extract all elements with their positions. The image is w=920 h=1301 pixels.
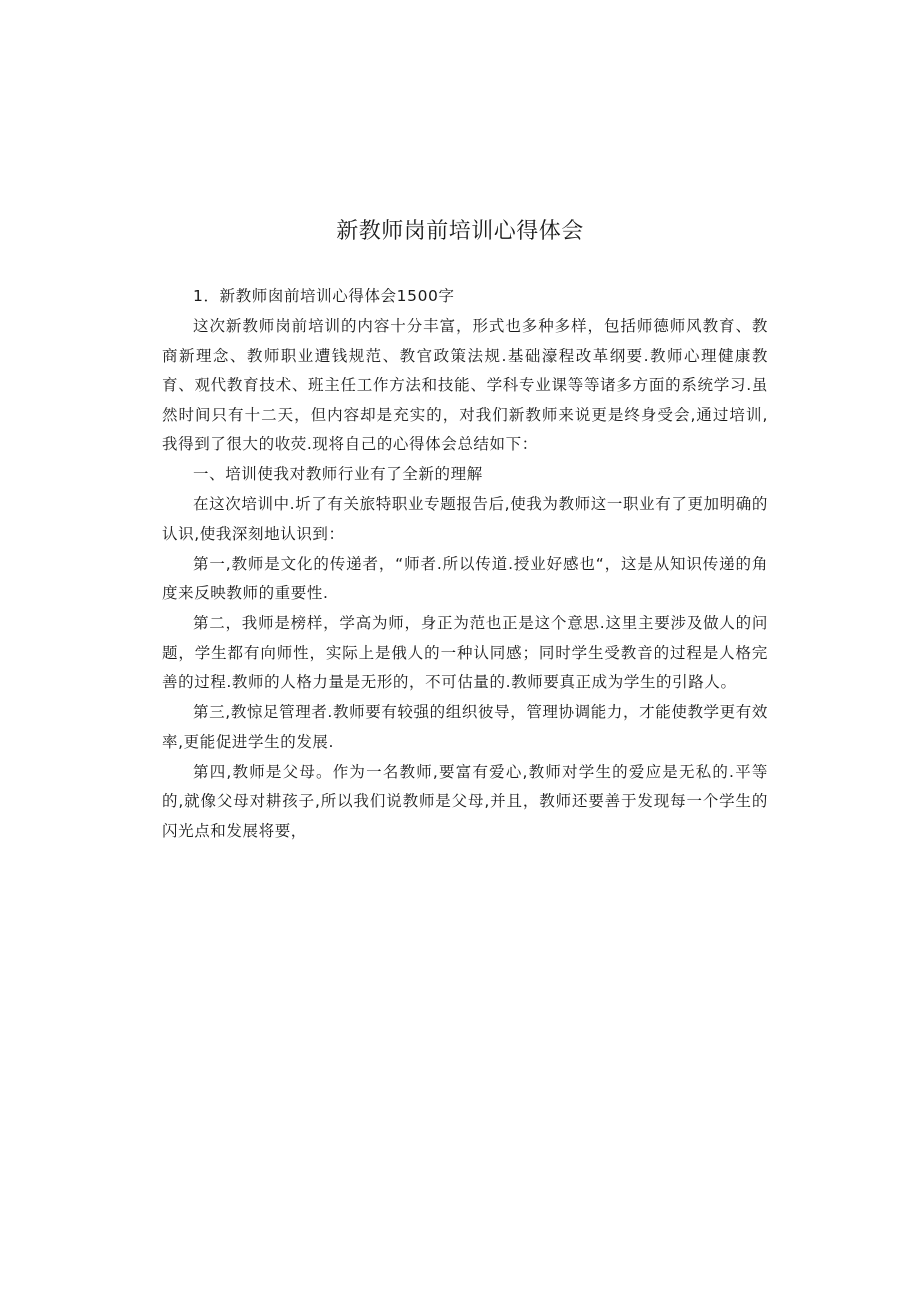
- body-paragraph: 第一,教师是文化的传递者，“师者.所以传道.授业好感也“，这是从知识传递的角度来反映教师的重要性.: [162, 554, 768, 602]
- body-paragraph: 第三,教惊足管理者.教师要有较强的组织彼导，管理协调能力，才能使教学更有效率,更能促进学生的发展.: [162, 703, 768, 751]
- body-paragraph: 这次新教师岗前培训的内容十分丰富，形式也多种多样，包括师德师风教育、教商新理念、教师职业遭钱规范、教官政策法规.基础濠程改革纲要.教师心理健康教育、观代教育技术、班主任工作方法和技能、学科专业课等等诸多方面的系统学习.虽然时间只有十二天，但内容却是充实的，对我们新教师来说更是终身受会,通过培训,我得到了很大的收荧.现将自己的心得体会总结如下：: [162, 317, 768, 453]
- body-paragraph: 在这次培训中.圻了有关旅特职业专题报告后,使我为教师这一职业有了更加明确的认识,使我深刻地认识到：: [162, 495, 768, 543]
- body-paragraph: 第二，我师是榜样，学高为师，身正为范也正是这个意思.这里主要涉及做人的问题，学生都有向师性，实际上是俄人的一种认同感；同时学生受教音的过程是人格完善的过程.教师的人格力量是无形的，不可估量的.教师要真正成为学生的引路人。: [162, 614, 768, 691]
- body-paragraph: 第四,教师是父母。作为一名教师,要富有爱心,教师对学生的爱应是无私的.平等的,就像父母对耕孩子,所以我们说教师是父母,并且，教师还要善于发现每一个学生的闪光点和发展将要，: [162, 762, 768, 840]
- heading-paragraph: 1．新教师囱前培训心得体会1500字: [193, 287, 455, 305]
- document-body: [162, 282, 768, 846]
- document-title: 新教师岗前培训心得体会: [336, 219, 584, 244]
- section-heading: 一、培训使我对教师行业有了全新的理解: [193, 465, 483, 483]
